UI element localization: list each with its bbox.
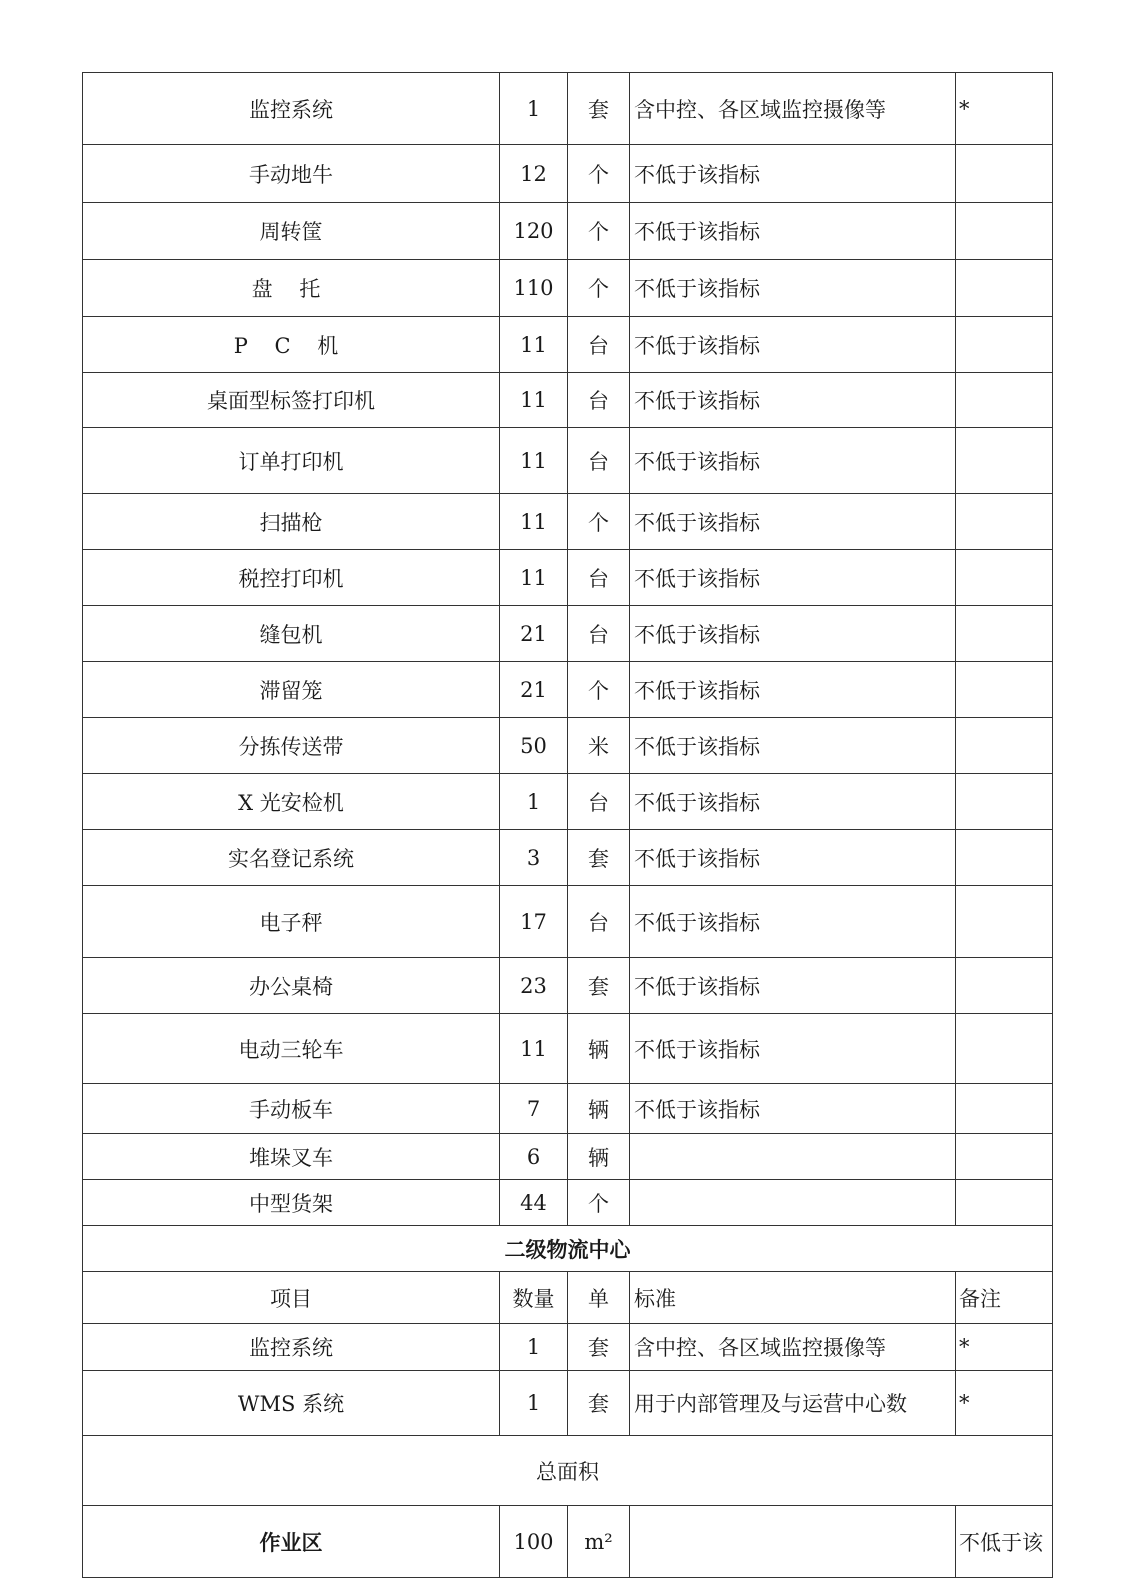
header-unit: 单 bbox=[567, 1272, 629, 1323]
table-row bbox=[82, 662, 1053, 718]
standard-cell: 不低于该指标 bbox=[629, 1084, 955, 1133]
section-title-row bbox=[82, 1226, 1053, 1272]
note-cell bbox=[955, 1134, 1053, 1179]
item-cell: 实名登记系统 bbox=[82, 830, 499, 885]
qty-cell: 21 bbox=[499, 662, 567, 717]
table-row bbox=[82, 550, 1053, 606]
item-cell: P C 机 bbox=[82, 317, 499, 372]
standard-cell bbox=[629, 1134, 955, 1179]
table-row bbox=[82, 317, 1053, 373]
item-cell: 周转筐 bbox=[82, 203, 499, 259]
table-header-row bbox=[82, 1272, 1053, 1324]
table-row bbox=[82, 718, 1053, 774]
note-cell bbox=[955, 774, 1053, 829]
table-row bbox=[82, 145, 1053, 203]
note-cell: * bbox=[955, 1324, 1053, 1370]
qty-cell: 11 bbox=[499, 373, 567, 427]
header-standard: 标准 bbox=[629, 1272, 955, 1323]
standard-cell: 不低于该指标 bbox=[629, 428, 955, 493]
table-row bbox=[82, 494, 1053, 550]
item-cell: 办公桌椅 bbox=[82, 958, 499, 1013]
standard-cell bbox=[629, 1180, 955, 1225]
standard-cell: 不低于该指标 bbox=[629, 317, 955, 372]
note-cell: 不低于该 bbox=[955, 1506, 1053, 1577]
qty-cell: 17 bbox=[499, 886, 567, 957]
item-cell: 监控系统 bbox=[82, 1324, 499, 1370]
note-cell: * bbox=[955, 1371, 1053, 1435]
equipment-table bbox=[82, 72, 1053, 1578]
table-row bbox=[82, 774, 1053, 830]
item-cell: 电动三轮车 bbox=[82, 1014, 499, 1083]
standard-cell: 不低于该指标 bbox=[629, 260, 955, 316]
unit-cell: 个 bbox=[567, 260, 629, 316]
table-row bbox=[82, 1084, 1053, 1134]
standard-cell: 不低于该指标 bbox=[629, 662, 955, 717]
unit-cell: 辆 bbox=[567, 1134, 629, 1179]
table-row bbox=[82, 1180, 1053, 1226]
note-cell bbox=[955, 718, 1053, 773]
table-row bbox=[82, 830, 1053, 886]
item-cell: X 光安检机 bbox=[82, 774, 499, 829]
header-note: 备注 bbox=[955, 1272, 1053, 1323]
unit-cell: 个 bbox=[567, 203, 629, 259]
table-row bbox=[82, 606, 1053, 662]
item-cell: 监控系统 bbox=[82, 73, 499, 144]
unit-cell: 台 bbox=[567, 774, 629, 829]
qty-cell: 11 bbox=[499, 1014, 567, 1083]
item-cell: 扫描枪 bbox=[82, 494, 499, 549]
header-qty: 数量 bbox=[499, 1272, 567, 1323]
unit-cell: 个 bbox=[567, 662, 629, 717]
unit-cell: 辆 bbox=[567, 1084, 629, 1133]
standard-cell: 不低于该指标 bbox=[629, 203, 955, 259]
unit-cell: 辆 bbox=[567, 1014, 629, 1083]
unit-cell: m² bbox=[567, 1506, 629, 1577]
standard-cell: 用于内部管理及与运营中心数 bbox=[629, 1371, 955, 1435]
standard-cell: 含中控、各区域监控摄像等 bbox=[629, 73, 955, 144]
qty-cell: 110 bbox=[499, 260, 567, 316]
qty-cell: 7 bbox=[499, 1084, 567, 1133]
note-cell bbox=[955, 830, 1053, 885]
item-cell: 堆垛叉车 bbox=[82, 1134, 499, 1179]
qty-cell: 3 bbox=[499, 830, 567, 885]
unit-cell: 台 bbox=[567, 606, 629, 661]
item-cell: 中型货架 bbox=[82, 1180, 499, 1225]
table-row bbox=[82, 1371, 1053, 1436]
unit-cell: 个 bbox=[567, 1180, 629, 1225]
table-row bbox=[82, 1014, 1053, 1084]
table-row bbox=[82, 958, 1053, 1014]
note-cell bbox=[955, 886, 1053, 957]
qty-cell: 11 bbox=[499, 317, 567, 372]
item-cell: 作业区 bbox=[82, 1506, 499, 1577]
qty-cell: 11 bbox=[499, 428, 567, 493]
item-cell: 缝包机 bbox=[82, 606, 499, 661]
note-cell bbox=[955, 662, 1053, 717]
standard-cell: 不低于该指标 bbox=[629, 718, 955, 773]
unit-cell: 台 bbox=[567, 550, 629, 605]
note-cell bbox=[955, 317, 1053, 372]
unit-cell: 台 bbox=[567, 317, 629, 372]
standard-cell bbox=[629, 1506, 955, 1577]
standard-cell: 含中控、各区域监控摄像等 bbox=[629, 1324, 955, 1370]
standard-cell: 不低于该指标 bbox=[629, 373, 955, 427]
unit-cell: 套 bbox=[567, 1371, 629, 1435]
unit-cell: 套 bbox=[567, 830, 629, 885]
standard-cell: 不低于该指标 bbox=[629, 886, 955, 957]
item-cell: 税控打印机 bbox=[82, 550, 499, 605]
item-cell: 盘 托 bbox=[82, 260, 499, 316]
qty-cell: 1 bbox=[499, 73, 567, 144]
note-cell bbox=[955, 1084, 1053, 1133]
qty-cell: 1 bbox=[499, 1324, 567, 1370]
unit-cell: 套 bbox=[567, 1324, 629, 1370]
qty-cell: 23 bbox=[499, 958, 567, 1013]
unit-cell: 米 bbox=[567, 718, 629, 773]
unit-cell: 台 bbox=[567, 373, 629, 427]
table-row bbox=[82, 1324, 1053, 1371]
item-cell: 手动地牛 bbox=[82, 145, 499, 202]
standard-cell: 不低于该指标 bbox=[629, 830, 955, 885]
qty-cell: 1 bbox=[499, 1371, 567, 1435]
standard-cell: 不低于该指标 bbox=[629, 958, 955, 1013]
area-title: 总面积 bbox=[82, 1436, 1053, 1505]
unit-cell: 个 bbox=[567, 145, 629, 202]
item-cell: 分拣传送带 bbox=[82, 718, 499, 773]
table-row bbox=[82, 886, 1053, 958]
qty-cell: 11 bbox=[499, 550, 567, 605]
note-cell bbox=[955, 428, 1053, 493]
standard-cell: 不低于该指标 bbox=[629, 145, 955, 202]
table-row bbox=[82, 1506, 1053, 1578]
note-cell bbox=[955, 958, 1053, 1013]
qty-cell: 12 bbox=[499, 145, 567, 202]
table-row bbox=[82, 428, 1053, 494]
standard-cell: 不低于该指标 bbox=[629, 774, 955, 829]
item-cell: 电子秤 bbox=[82, 886, 499, 957]
note-cell bbox=[955, 606, 1053, 661]
note-cell bbox=[955, 145, 1053, 202]
note-cell bbox=[955, 260, 1053, 316]
area-title-row bbox=[82, 1436, 1053, 1506]
table-row bbox=[82, 260, 1053, 317]
qty-cell: 100 bbox=[499, 1506, 567, 1577]
unit-cell: 个 bbox=[567, 494, 629, 549]
table-row bbox=[82, 73, 1053, 145]
unit-cell: 台 bbox=[567, 886, 629, 957]
standard-cell: 不低于该指标 bbox=[629, 1014, 955, 1083]
section-title: 二级物流中心 bbox=[82, 1226, 1053, 1271]
qty-cell: 44 bbox=[499, 1180, 567, 1225]
item-cell: WMS 系统 bbox=[82, 1371, 499, 1435]
item-cell: 滞留笼 bbox=[82, 662, 499, 717]
note-cell: * bbox=[955, 73, 1053, 144]
qty-cell: 120 bbox=[499, 203, 567, 259]
note-cell bbox=[955, 373, 1053, 427]
note-cell bbox=[955, 203, 1053, 259]
table-row bbox=[82, 203, 1053, 260]
qty-cell: 50 bbox=[499, 718, 567, 773]
qty-cell: 6 bbox=[499, 1134, 567, 1179]
table-row bbox=[82, 1134, 1053, 1180]
qty-cell: 21 bbox=[499, 606, 567, 661]
item-cell: 桌面型标签打印机 bbox=[82, 373, 499, 427]
unit-cell: 台 bbox=[567, 428, 629, 493]
table-row bbox=[82, 373, 1053, 428]
note-cell bbox=[955, 1014, 1053, 1083]
standard-cell: 不低于该指标 bbox=[629, 494, 955, 549]
note-cell bbox=[955, 494, 1053, 549]
unit-cell: 套 bbox=[567, 73, 629, 144]
header-item: 项目 bbox=[82, 1272, 499, 1323]
standard-cell: 不低于该指标 bbox=[629, 550, 955, 605]
qty-cell: 11 bbox=[499, 494, 567, 549]
item-cell: 订单打印机 bbox=[82, 428, 499, 493]
unit-cell: 套 bbox=[567, 958, 629, 1013]
item-cell: 手动板车 bbox=[82, 1084, 499, 1133]
standard-cell: 不低于该指标 bbox=[629, 606, 955, 661]
qty-cell: 1 bbox=[499, 774, 567, 829]
note-cell bbox=[955, 1180, 1053, 1225]
note-cell bbox=[955, 550, 1053, 605]
